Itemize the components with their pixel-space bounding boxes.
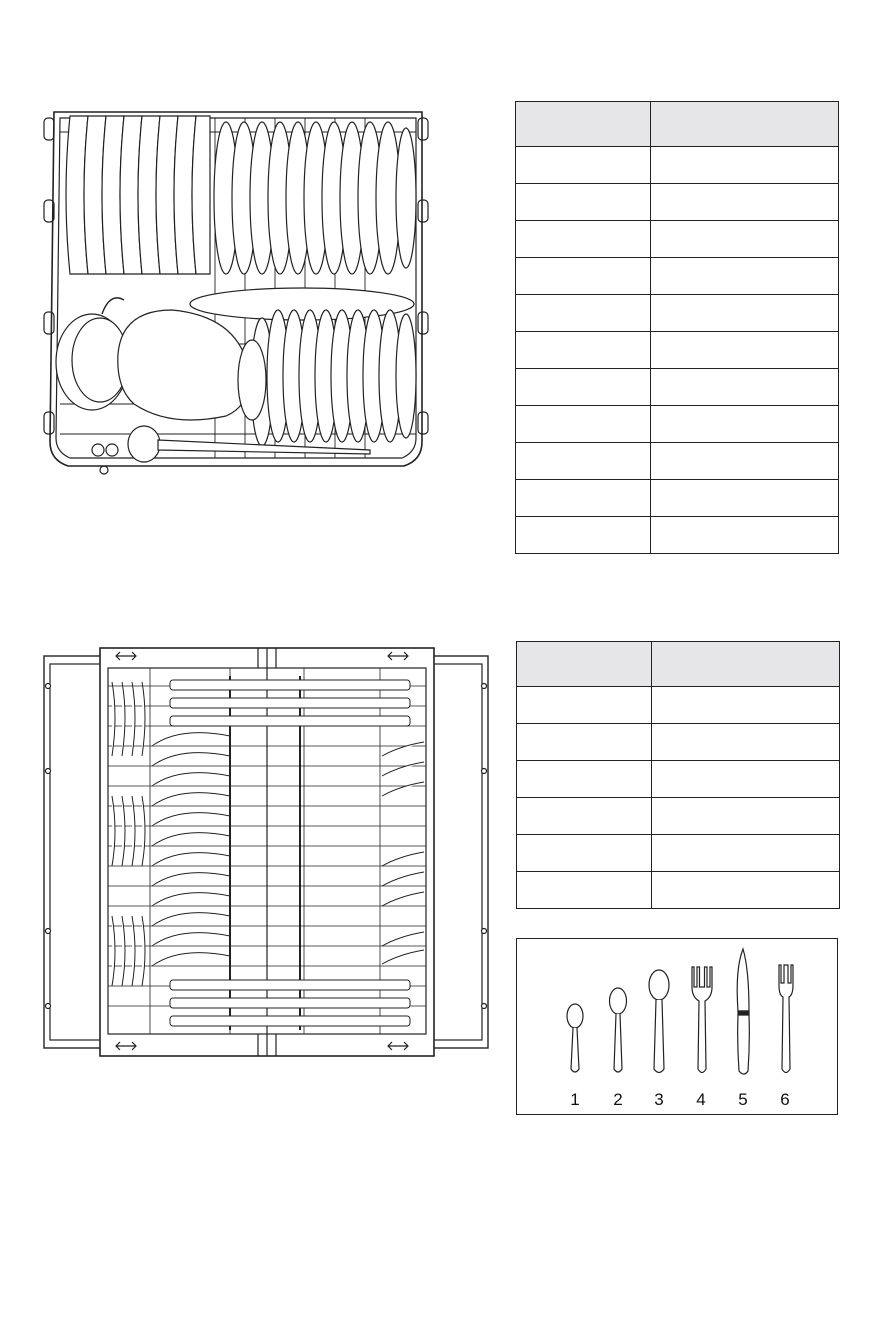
- cutlery-number: 6: [780, 1090, 790, 1109]
- table-cell: [516, 406, 651, 443]
- table-cell: [652, 761, 840, 798]
- table-cell: [517, 724, 652, 761]
- fork-icon: [692, 967, 712, 1073]
- knife-icon: [737, 949, 749, 1074]
- cutlery-number: 2: [613, 1090, 623, 1109]
- cutlery-number: 4: [696, 1090, 706, 1109]
- table-row: [516, 369, 839, 406]
- table-cell: [516, 221, 651, 258]
- table-cell: [652, 724, 840, 761]
- table-cell: [652, 872, 840, 909]
- table-cell: [516, 369, 651, 406]
- table-row: [517, 687, 840, 724]
- table-row: [516, 184, 839, 221]
- header-cell: [651, 102, 839, 147]
- table-cell: [517, 835, 652, 872]
- table-row: [516, 147, 839, 184]
- table-row: [517, 724, 840, 761]
- table-row: [516, 517, 839, 554]
- table-header-row: [516, 102, 839, 147]
- header-cell: [516, 102, 651, 147]
- table-cell: [517, 761, 652, 798]
- serving-fork-icon: [779, 965, 793, 1073]
- table-row: [517, 761, 840, 798]
- table-cell: [516, 258, 651, 295]
- cutlery-tray-illustration: [40, 646, 492, 1058]
- table-cell: [517, 872, 652, 909]
- table-cell: [652, 798, 840, 835]
- table-cell: [516, 295, 651, 332]
- table-cell: [651, 406, 839, 443]
- lower-basket-illustration: [40, 104, 432, 480]
- table-header-row: [517, 642, 840, 687]
- table-cell: [517, 798, 652, 835]
- table-cell: [517, 687, 652, 724]
- table-cell: [516, 147, 651, 184]
- table-row: [517, 798, 840, 835]
- cutlery-number: 5: [738, 1090, 748, 1109]
- table-row: [516, 480, 839, 517]
- soup-spoon-icon: [649, 970, 669, 1073]
- upper-basket-legend-table: [515, 101, 839, 554]
- table-cell: [651, 147, 839, 184]
- table-row: [517, 872, 840, 909]
- table-cell: [516, 332, 651, 369]
- table-cell: [651, 480, 839, 517]
- table-row: [516, 295, 839, 332]
- header-cell: [652, 642, 840, 687]
- table-cell: [651, 369, 839, 406]
- table-cell: [516, 184, 651, 221]
- header-cell: [517, 642, 652, 687]
- table-row: [516, 221, 839, 258]
- table-cell: [651, 221, 839, 258]
- table-row: [516, 332, 839, 369]
- cutlery-tray-legend-table: [516, 641, 840, 909]
- table-row: [516, 443, 839, 480]
- table-cell: [652, 687, 840, 724]
- table-row: [516, 258, 839, 295]
- cutlery-legend: [516, 938, 838, 1115]
- dessert-spoon-icon: [610, 988, 627, 1072]
- teaspoon-icon: [567, 1004, 583, 1072]
- table-cell: [651, 184, 839, 221]
- table-cell: [651, 517, 839, 554]
- table-row: [517, 835, 840, 872]
- table-row: [516, 406, 839, 443]
- table-cell: [652, 835, 840, 872]
- table-cell: [516, 443, 651, 480]
- table-cell: [651, 332, 839, 369]
- table-cell: [516, 517, 651, 554]
- cutlery-number: 3: [654, 1090, 664, 1109]
- table-cell: [651, 258, 839, 295]
- table-cell: [516, 480, 651, 517]
- table-cell: [651, 295, 839, 332]
- cutlery-number: 1: [570, 1090, 580, 1109]
- table-cell: [651, 443, 839, 480]
